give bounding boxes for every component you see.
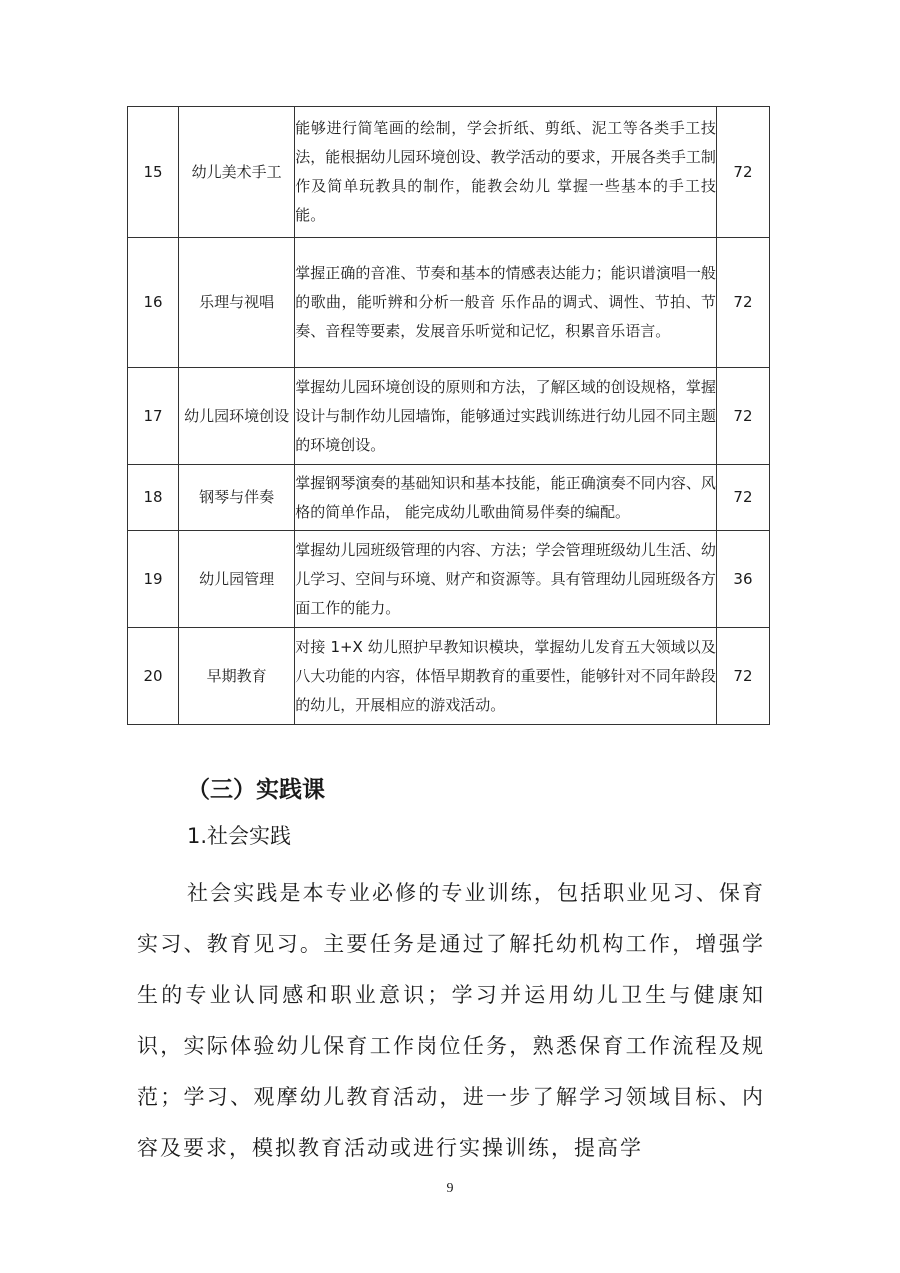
course-hours: 72	[716, 628, 769, 725]
course-description: 对接 1+X 幼儿照护早教知识模块，掌握幼儿发育五大领域以及八大功能的内容，体悟早期教育的重要性，能够针对不同年龄段的幼儿，开展相应的游戏活动。	[295, 628, 717, 725]
body-paragraph: 社会实践是本专业必修的专业训练，包括职业见习、保育实习、教育见习。主要任务是通过了解托幼机构工作，增强学生的专业认同感和职业意识；学习并运用幼儿卫生与健康知识，实际体验幼儿保育工作岗位任务，熟悉保育工作流程及规范；学习、观摩幼儿教育活动，进一步了解学习领域目标、内容及要求，模拟教育活动或进行实操训练，提高学	[137, 881, 765, 1160]
course-description: 能够进行简笔画的绘制，学会折纸、剪纸、泥工等各类手工技法，能根据幼儿园环境创设、教学活动的要求，开展各类手工制作及简单玩教具的制作，能教会幼儿 掌握一些基本的手工技能。	[295, 107, 717, 238]
course-name: 幼儿园管理	[179, 531, 295, 628]
course-number: 20	[128, 628, 179, 725]
subsection-heading: 1.社会实践	[187, 824, 292, 848]
course-description: 掌握正确的音准、节奏和基本的情感表达能力；能识谱演唱一般的歌曲，能听辨和分析一般音 乐作品的调式、调性、节拍、节奏、音程等要素，发展音乐听觉和记忆，积累音乐语言。	[295, 238, 717, 368]
course-hours: 36	[716, 531, 769, 628]
section-heading: （三）实践课	[187, 777, 325, 803]
table-row	[128, 368, 770, 465]
course-hours: 72	[716, 368, 769, 465]
course-name: 钢琴与伴奏	[179, 465, 295, 531]
course-table	[127, 106, 770, 725]
course-name: 幼儿园环境创设	[179, 368, 295, 465]
course-number: 17	[128, 368, 179, 465]
table-row	[128, 238, 770, 368]
table-row	[128, 107, 770, 238]
course-name: 早期教育	[179, 628, 295, 725]
course-hours: 72	[716, 107, 769, 238]
course-description: 掌握幼儿园班级管理的内容、方法；学会管理班级幼儿生活、幼儿学习、空间与环境、财产和资源等。具有管理幼儿园班级各方面工作的能力。	[295, 531, 717, 628]
table-row	[128, 465, 770, 531]
course-number: 19	[128, 531, 179, 628]
course-name: 幼儿美术手工	[179, 107, 295, 238]
course-description: 掌握幼儿园环境创设的原则和方法，了解区域的创设规格，掌握设计与制作幼儿园墙饰，能够通过实践训练进行幼儿园不同主题的环境创设。	[295, 368, 717, 465]
course-number: 15	[128, 107, 179, 238]
course-number: 16	[128, 238, 179, 368]
course-name: 乐理与视唱	[179, 238, 295, 368]
course-hours: 72	[716, 465, 769, 531]
course-hours: 72	[716, 238, 769, 368]
course-description: 掌握钢琴演奏的基础知识和基本技能，能正确演奏不同内容、风格的简单作品， 能完成幼儿歌曲简易伴奏的编配。	[295, 465, 717, 531]
table-row	[128, 628, 770, 725]
table-row	[128, 531, 770, 628]
course-number: 18	[128, 465, 179, 531]
page-number: 9	[446, 1181, 454, 1196]
